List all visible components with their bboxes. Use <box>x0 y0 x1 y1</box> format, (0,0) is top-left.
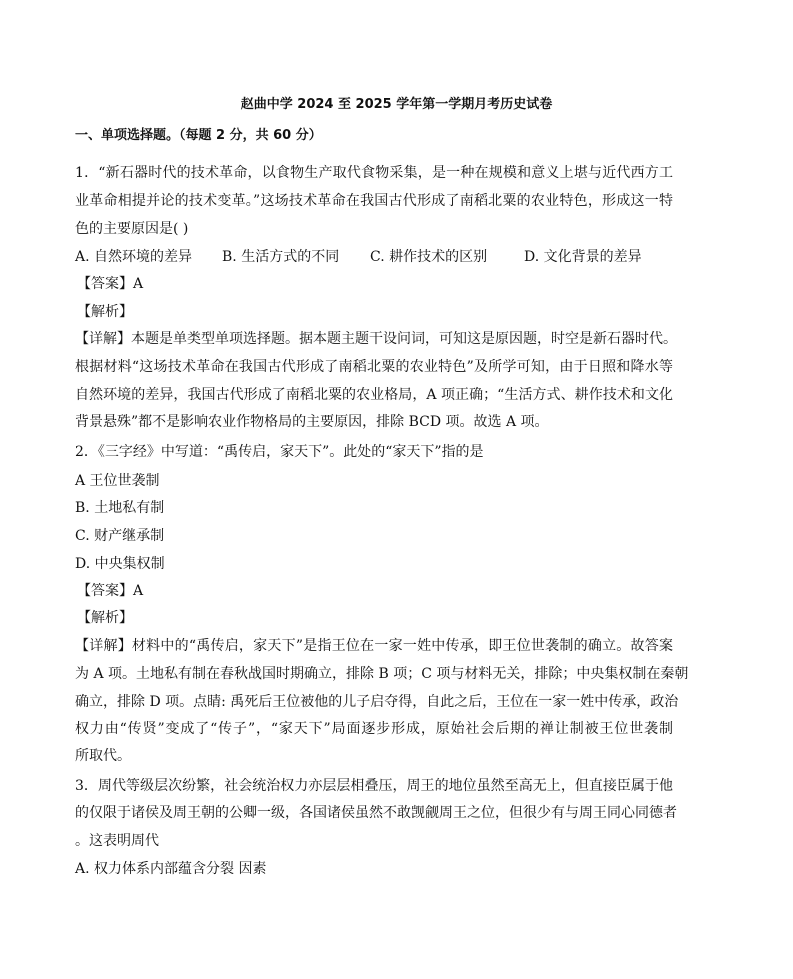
question-1-option-b: B. 生活方式的不同 <box>222 249 340 265</box>
question-3-option-a: A. 权力体系内部蕴含分裂 因素 <box>75 861 267 877</box>
question-2-detail-line-3: 确立，排除 D 项。点睛: 禹死后王位被他的儿子启夺得，自此之后，王位在一家一姓中传承，政治 <box>75 694 679 710</box>
question-2-option-c: C. 财产继承制 <box>75 528 165 544</box>
question-2-detail-line-1: 【详解】材料中的“禹传启，家天下”是指王位在一家一姓中传承，即王位世袭制的确立。故答案 <box>75 638 673 654</box>
question-1-line-3: 色的主要原因是( ) <box>75 221 189 237</box>
question-1-line-1: 1．“新石器时代的技术革命，以食物生产取代食物采集，是一种在规模和意义上堪与近代西方工 <box>75 165 673 181</box>
section-heading: 一、单项选择题。（每题 2 分，共 60 分） <box>75 128 322 143</box>
question-2-detail-line-5: 所取代。 <box>75 748 131 764</box>
question-2-detail-line-4: 权力由“传贤”变成了“传子”，“家天下”局面逐步形成，原始社会后期的禅让制被王位世袭制 <box>75 721 673 737</box>
question-1-option-d: D. 文化背景的差异 <box>524 249 642 265</box>
question-1-option-c: C. 耕作技术的区别 <box>370 249 488 265</box>
question-2-analysis-label: 【解析】 <box>77 610 133 626</box>
question-2-option-b: B. 土地私有制 <box>75 500 165 516</box>
question-2-stem: 2．《三字经》中写道：“禹传启，家天下”。此处的“家天下”指的是 <box>75 444 484 460</box>
question-2-detail-line-2: 为 A 项。土地私有制在春秋战国时期确立，排除 B 项；C 项与材料无关，排除；中央集权制在秦朝 <box>75 666 689 682</box>
question-3-line-3: 。这表明周代 <box>75 833 159 849</box>
question-1-analysis-label: 【解析】 <box>77 304 133 320</box>
question-1-detail-line-1: 【详解】本题是单类型单项选择题。据本题主题干设问词，可知这是原因题，时空是新石器时代。 <box>75 331 677 347</box>
question-2-option-a: A 王位世袭制 <box>75 473 160 489</box>
question-1-detail-line-2: 根据材料“这场技术革命在我国古代形成了南稻北粟的农业特色”及所学可知，由于日照和降水等 <box>75 359 673 375</box>
question-2-option-d: D. 中央集权制 <box>75 556 165 572</box>
question-1-detail-line-4: 背景悬殊”都不是影响农业作物格局的主要原因，排除 BCD 项。故选 A 项。 <box>75 414 549 430</box>
question-1-line-2: 业革命相提并论的技术变革。”这场技术革命在我国古代形成了南稻北粟的农业特色，形成这一特 <box>75 193 673 209</box>
question-1-detail-line-3: 自然环境的差异，我国古代形成了南稻北粟的农业格局，A 项正确；“生活方式、耕作技术和文化 <box>75 387 673 403</box>
question-1-option-a: A. 自然环境的差异 <box>75 249 193 265</box>
question-3-line-2: 的仅限于诸侯及周王朝的公卿一级，各国诸侯虽然不敢觊觎周王之位，但很少有与周王同心同德者 <box>75 805 677 821</box>
question-3-line-1: 3．周代等级层次纷繁，社会统治权力亦层层相叠压，周王的地位虽然至高无上，但直接臣属于他 <box>75 778 673 794</box>
page-title: 赵曲中学 2024 至 2025 学年第一学期月考历史试卷 <box>240 97 553 112</box>
question-2-answer: 【答案】A <box>77 583 144 599</box>
question-1-answer: 【答案】A <box>77 276 144 292</box>
